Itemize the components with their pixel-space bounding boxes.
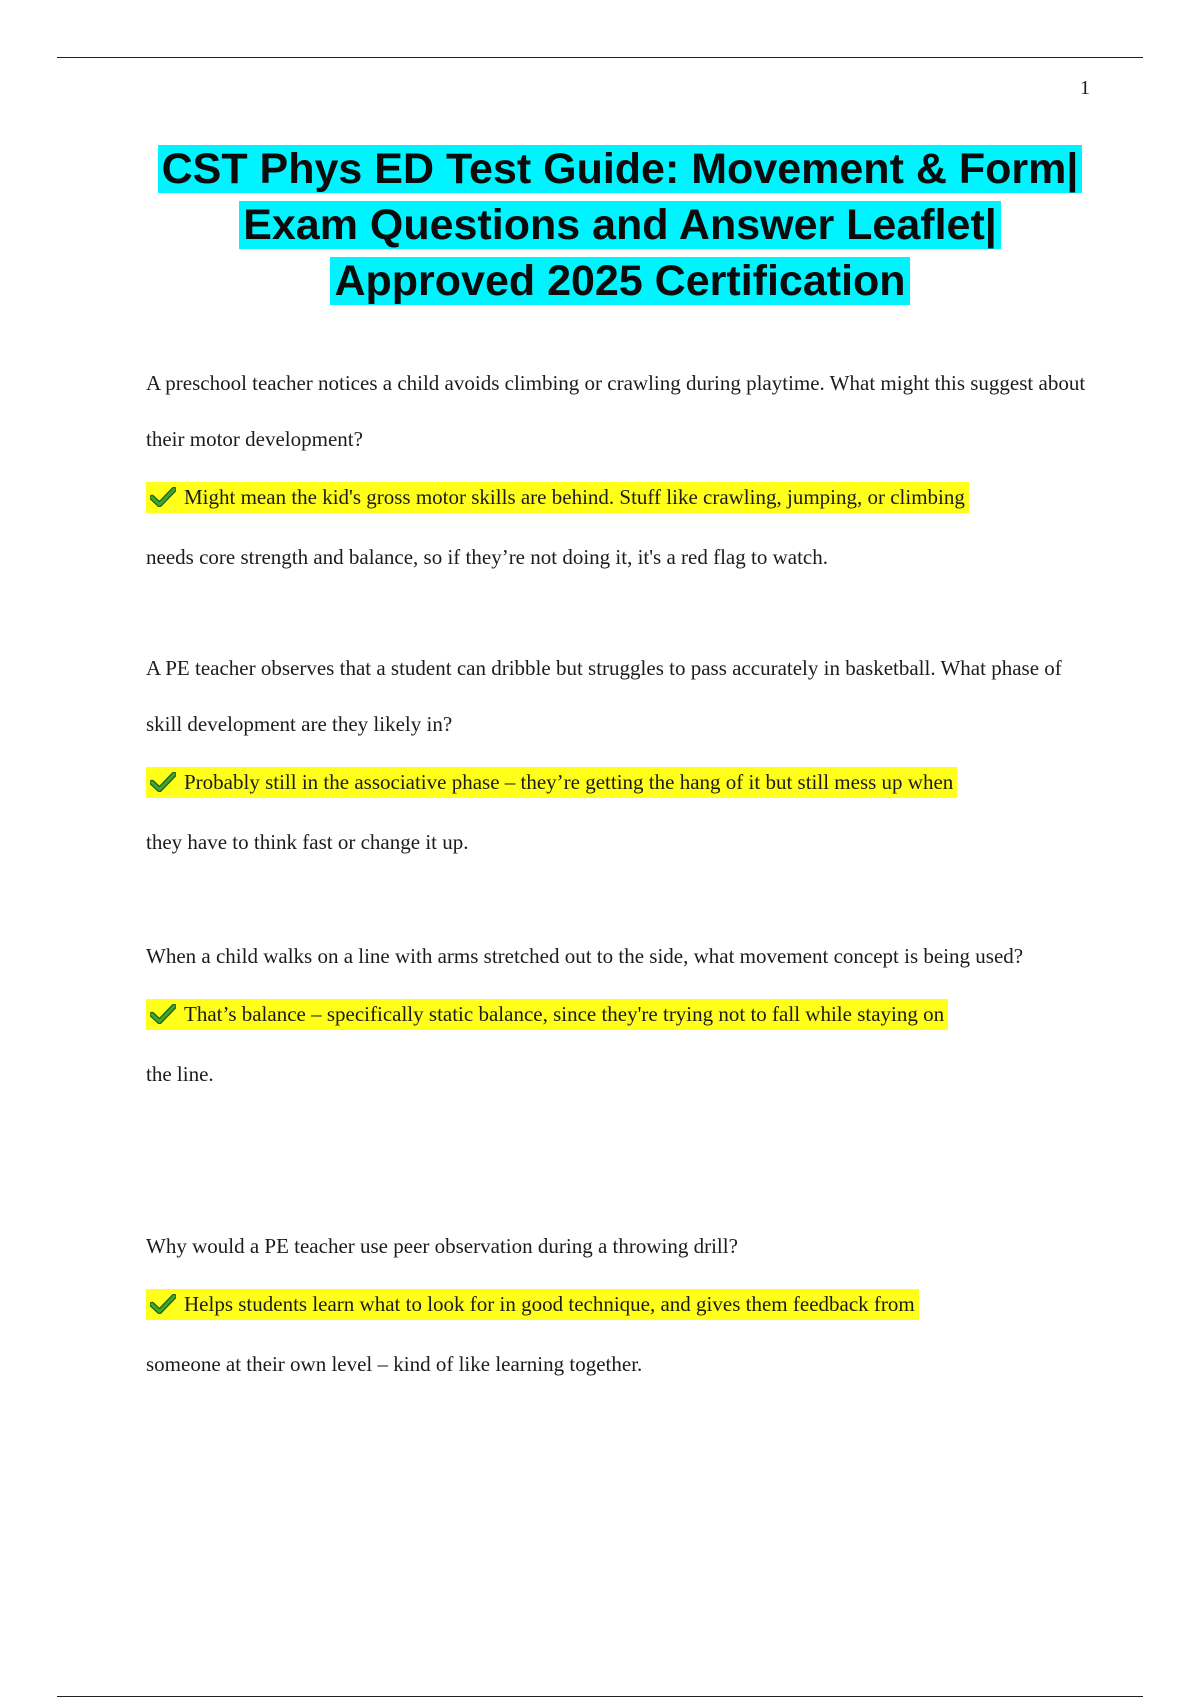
answer-highlighted-text: That’s balance – specifically static balance, since they're trying not to fall while staying on [184,1002,945,1026]
document-title-text: CST Phys ED Test Guide: Movement & Form| Exam Questions and Answer Leaflet| Approved 2025 Certification [158,145,1083,305]
answer-text [146,467,1096,587]
header-rule [57,57,1143,58]
footer-rule [57,1696,1143,1697]
qa-item-2 [146,640,1096,872]
check-mark-icon [150,772,176,792]
check-mark-icon [150,487,176,507]
answer-continued-text: they have to think fast or change it up. [146,830,469,854]
answer-highlight [146,482,969,513]
answer-text [146,984,1096,1104]
qa-item-1 [146,355,1096,587]
answer-highlighted-text: Probably still in the associative phase – they’re getting the hang of it but still mess up when [184,770,954,794]
answer-highlighted-text: Helps students learn what to look for in good technique, and gives them feedback from [184,1292,915,1316]
page-number: 1 [1080,77,1090,99]
answer-text [146,752,1096,872]
answer-highlight [146,999,948,1030]
answer-continued-text: someone at their own level – kind of like learning together. [146,1352,643,1376]
answer-continued-text: the line. [146,1062,214,1086]
check-mark-icon [150,1294,176,1314]
qa-item-4 [146,1218,1096,1394]
question-text: Why would a PE teacher use peer observation during a throwing drill? [146,1234,738,1258]
question-text: When a child walks on a line with arms stretched out to the side, what movement concept is being used? [146,944,1024,968]
answer-highlighted-text: Might mean the kid's gross motor skills are behind. Stuff like crawling, jumping, or climbing [184,485,965,509]
answer-highlight [146,767,957,798]
question-text: A PE teacher observes that a student can dribble but struggles to pass accurately in basketball. What phase of skill development are they likely in? [146,656,1062,736]
qa-item-3 [146,928,1096,1104]
check-mark-icon [150,1004,176,1024]
question-text: A preschool teacher notices a child avoids climbing or crawling during playtime. What might this suggest about their motor development? [146,371,1086,451]
answer-continued-text: needs core strength and balance, so if they’re not doing it, it's a red flag to watch. [146,545,828,569]
answer-text [146,1274,1096,1394]
document-title [140,141,1100,309]
answer-highlight [146,1289,919,1320]
